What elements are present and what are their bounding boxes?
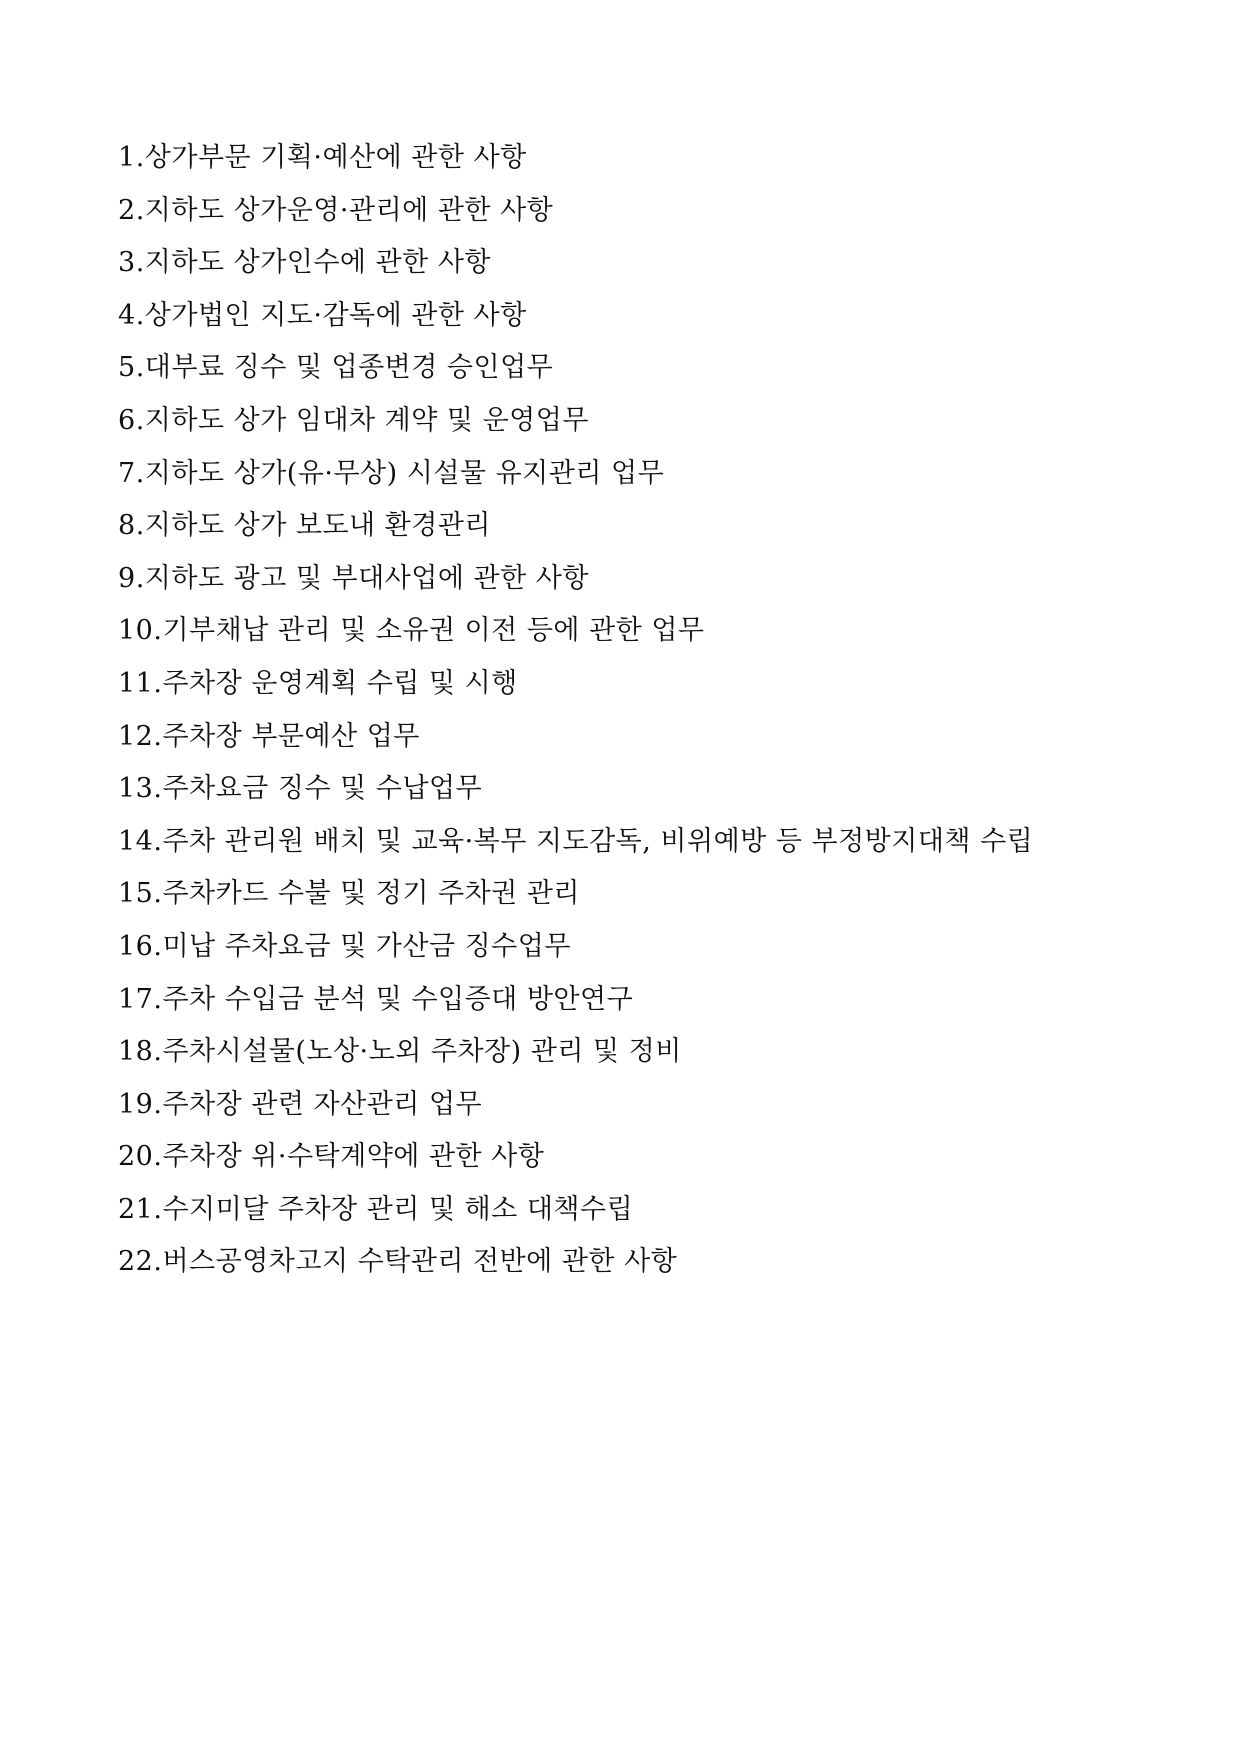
duty-item-number: 13 . (118, 763, 162, 816)
duty-item-text: 주차시설물(노상·노외 주차장) 관리 및 정비 (162, 1036, 682, 1068)
duty-item-text: 주차장 관련 자산관리 업무 (162, 1088, 483, 1120)
duty-item-text: 상가부문 기획·예산에 관한 사항 (144, 142, 527, 173)
duty-item-number: 4 . (118, 290, 145, 343)
duty-item-text: 주차카드 수불 및 정기 주차권 관리 (162, 878, 581, 910)
duty-item-text: 기부채납 관리 및 소유권 이전 등에 관한 업무 (162, 615, 705, 647)
duty-item (118, 553, 1033, 606)
duty-item (118, 1131, 1033, 1184)
duty-item-text: 미납 주차요금 및 가산금 징수업무 (162, 930, 571, 962)
duty-item (118, 658, 1033, 711)
duty-item-number: 20 . (118, 1131, 162, 1184)
duty-item (118, 237, 1033, 290)
duty-item (118, 711, 1033, 764)
duty-item-number: 14 . (118, 816, 162, 869)
duty-item-text: 주차장 부문예산 업무 (162, 720, 420, 752)
duty-item-number: 6 . (118, 395, 145, 448)
duty-item (118, 763, 1033, 816)
duty-list (118, 132, 1033, 1289)
duty-item-number: 17 . (118, 974, 162, 1027)
duty-item (118, 868, 1033, 921)
duty-item-text: 버스공영차고지 수탁관리 전반에 관한 사항 (162, 1246, 678, 1278)
duty-item-number: 11 . (118, 658, 162, 711)
duty-item (118, 1026, 1033, 1079)
duty-item-number: 5 . (118, 342, 145, 395)
duty-item-text: 지하도 상가운영·관리에 관한 사항 (144, 194, 554, 226)
duty-item-text: 상가법인 지도·감독에 관한 사항 (144, 299, 527, 331)
duty-item-number: 9 . (118, 553, 145, 606)
duty-item (118, 605, 1033, 658)
duty-item (118, 448, 1033, 501)
duty-item-number: 15 . (118, 868, 162, 921)
duty-item-number: 3 . (118, 237, 145, 290)
duty-item-text: 대부료 징수 및 업종변경 승인업무 (144, 352, 554, 384)
duty-item (118, 342, 1033, 395)
duty-item-text: 지하도 상가인수에 관한 사항 (144, 247, 492, 279)
duty-item-number: 16 . (118, 921, 162, 974)
duty-item-number: 1 . (118, 132, 145, 185)
duty-item (118, 1079, 1033, 1132)
duty-item-number: 21 . (118, 1184, 162, 1237)
duty-item-number: 12 . (118, 711, 162, 764)
duty-item (118, 500, 1033, 553)
duty-item-text: 지하도 상가(유·무상) 시설물 유지관리 업무 (144, 457, 665, 489)
duty-item (118, 132, 1033, 185)
duty-item-number: 22 . (118, 1236, 162, 1289)
duty-item (118, 1236, 1033, 1289)
duty-item-number: 7 . (118, 448, 145, 501)
duty-item-number: 18 . (118, 1026, 162, 1079)
duty-item-text: 주차장 운영계획 수립 및 시행 (162, 667, 518, 699)
duty-item-number: 10 . (118, 605, 162, 658)
duty-item (118, 974, 1033, 1027)
duty-item-number: 19 . (118, 1079, 162, 1132)
duty-item (118, 290, 1033, 343)
duty-item (118, 185, 1033, 238)
duty-item-text: 수지미달 주차장 관리 및 해소 대책수립 (162, 1193, 634, 1225)
duty-item-text: 지하도 상가 보도내 환경관리 (144, 510, 492, 542)
duty-item-number: 2 . (118, 185, 145, 238)
duty-item-number: 8 . (118, 500, 145, 553)
duty-item (118, 1184, 1033, 1237)
duty-item (118, 395, 1033, 448)
duty-item (118, 816, 1033, 869)
duty-item (118, 921, 1033, 974)
duty-item-text: 주차장 위·수탁계약에 관한 사항 (162, 1141, 545, 1173)
duty-item-text: 주차요금 징수 및 수납업무 (162, 773, 483, 805)
duty-item-text: 지하도 광고 및 부대사업에 관한 사항 (144, 562, 589, 594)
duty-item-text: 지하도 상가 임대차 계약 및 운영업무 (144, 404, 589, 436)
duty-item-text: 주차 관리원 배치 및 교육·복무 지도감독, 비위예방 등 부정방지대책 수립 (162, 825, 1034, 857)
duty-item-text: 주차 수입금 분석 및 수입증대 방안연구 (162, 983, 634, 1015)
